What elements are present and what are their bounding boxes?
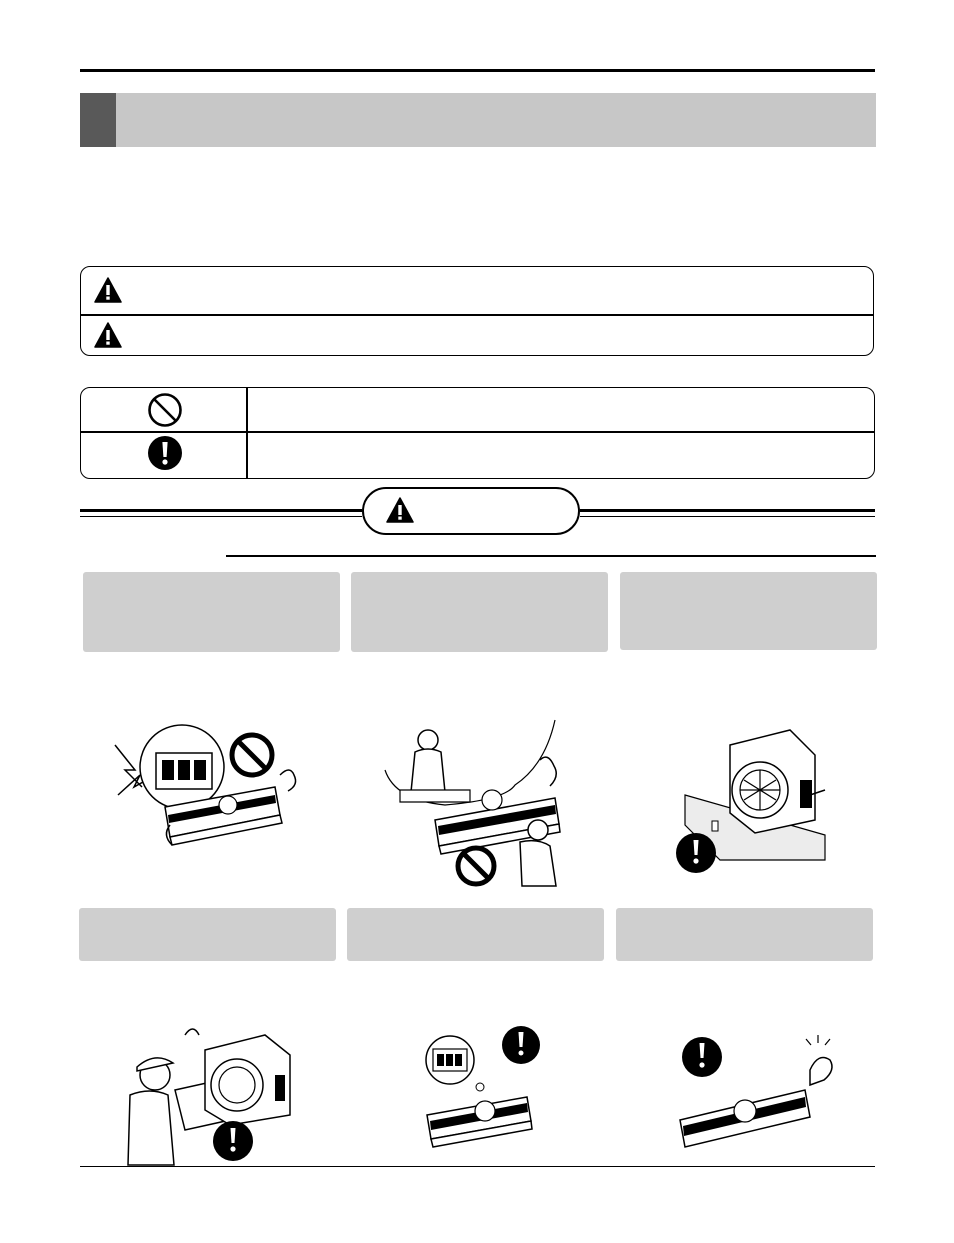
divider bbox=[81, 431, 874, 433]
illustration-dedicated-circuit bbox=[415, 1025, 575, 1155]
header-rule bbox=[80, 516, 362, 517]
top-rule bbox=[80, 69, 875, 72]
caption-box-1 bbox=[83, 572, 340, 652]
illustration-secure-mounting bbox=[670, 1025, 840, 1155]
illustration-installer-reading-manual bbox=[125, 1015, 295, 1165]
divider bbox=[81, 314, 873, 316]
signal-word-box bbox=[80, 266, 874, 356]
caption-box-2 bbox=[351, 572, 608, 652]
prohibited-icon bbox=[147, 392, 183, 428]
illustration-installation-by-service-center bbox=[380, 720, 580, 890]
symbol-legend-box bbox=[80, 387, 875, 479]
warning-triangle-icon bbox=[386, 497, 414, 523]
warning-triangle-icon bbox=[94, 277, 122, 303]
bottom-rule bbox=[80, 1166, 875, 1167]
section-title-bar bbox=[80, 93, 876, 147]
caption-box-6 bbox=[616, 908, 873, 961]
mandatory-exclamation-icon bbox=[147, 435, 183, 471]
header-rule bbox=[80, 509, 362, 512]
warning-header-badge bbox=[362, 487, 580, 535]
header-rule bbox=[580, 516, 875, 517]
caution-triangle-icon bbox=[94, 322, 122, 348]
header-rule bbox=[580, 509, 875, 512]
caption-box-3 bbox=[620, 572, 877, 650]
illustration-outdoor-unit-firm-base bbox=[660, 725, 830, 875]
column-divider bbox=[246, 388, 248, 478]
section-title-tab bbox=[80, 93, 116, 147]
caption-box-4 bbox=[79, 908, 336, 961]
illustration-power-switch-prohibited bbox=[110, 725, 310, 875]
caption-box-5 bbox=[347, 908, 604, 961]
subsection-rule bbox=[226, 555, 876, 557]
